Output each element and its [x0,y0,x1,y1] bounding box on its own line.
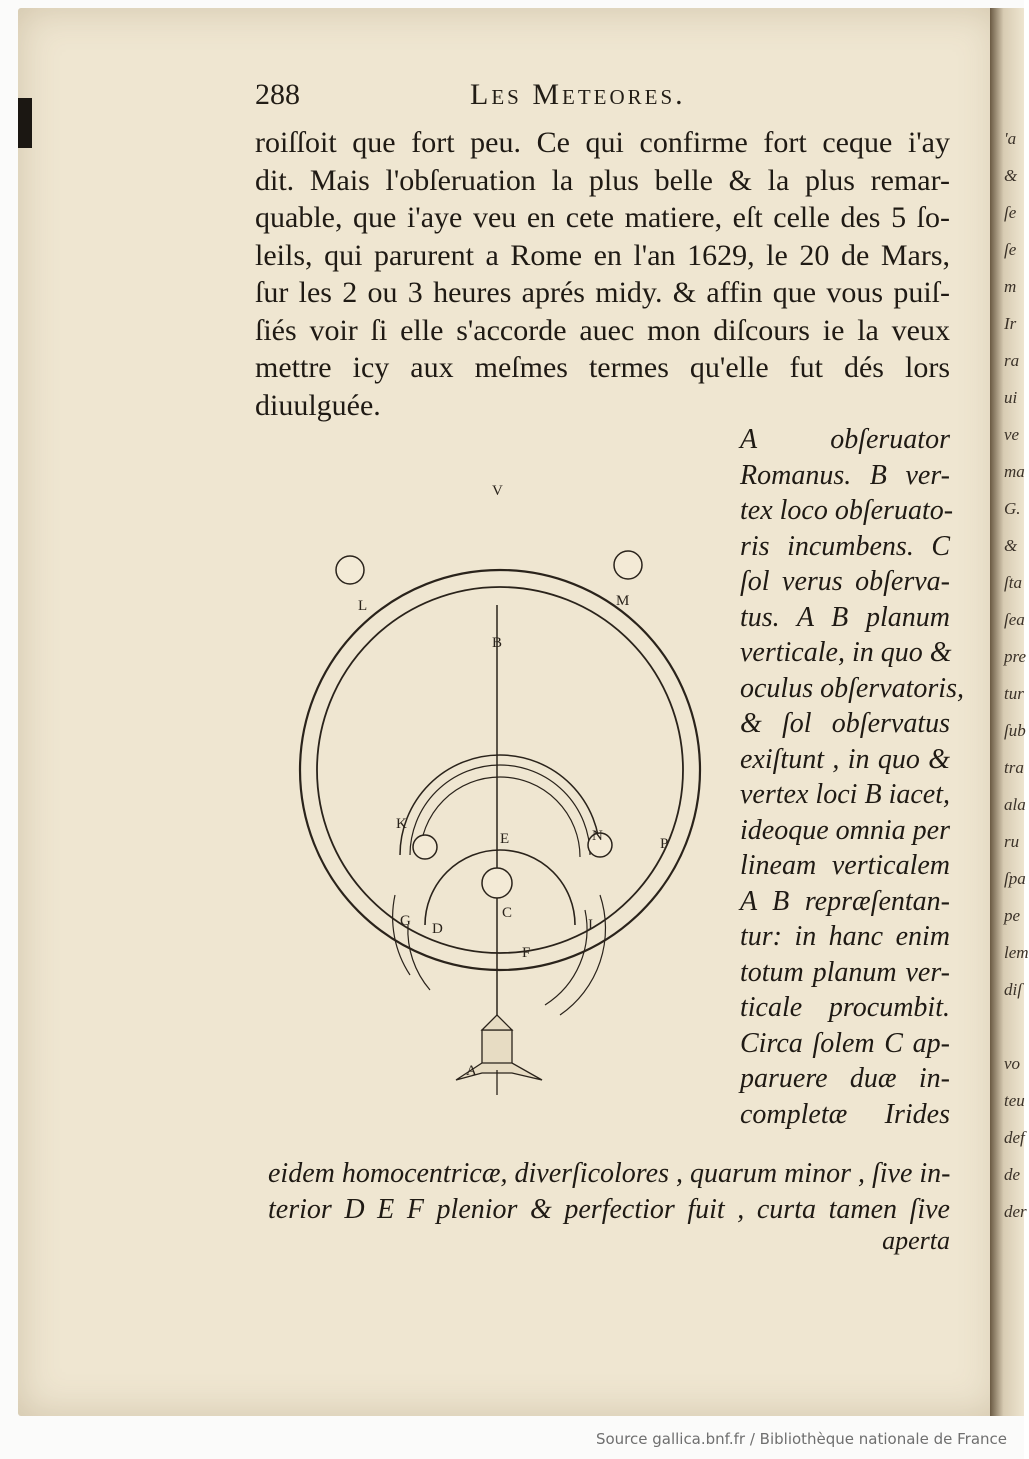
label-l: L [358,598,368,614]
caption-line: Romanus. B ver- [740,459,950,491]
caption-line: ſol verus obſerva- [740,566,950,597]
caption-line: lineam verticalem [740,850,950,881]
gutter-fragment: ſea [1004,610,1025,629]
label-e: E [500,831,510,847]
label-b: B [492,635,503,651]
label-i: I [588,917,593,933]
gutter-fragment: tra [1004,758,1024,777]
gutter-fragment: tur [1004,684,1024,703]
caption-line: tur: in hanc enim [740,921,950,952]
caption-line: terior D E F plenior & perfectior fuit , curta tamen ſive [268,1194,950,1225]
caption-line: ideoque omnia per [740,814,950,846]
gutter-fragment: ru [1004,832,1020,851]
gutter-fragment [1004,1008,1024,1045]
body-line: mettre icy aux meſmes termes qu'elle fut dés lors [255,351,950,384]
halo-right-f [545,910,587,1005]
label-a: A [466,1063,477,1079]
caption-line: A B repræſentan- [740,885,950,917]
label-n: N [592,828,603,844]
gutter-fragment: ui [1004,388,1018,407]
label-c: C [502,905,513,921]
caption-line: oculus obſervatoris, [740,672,964,704]
gutter-fragment: 'a [1004,129,1017,148]
figure-caption-continued [268,1156,950,1228]
caption-line: completæ Irides [740,1098,950,1130]
body-paragraph [255,124,950,424]
body-line: leils, qui parurent a Rome en l'an 1629, le 20 de Mars, [255,238,950,272]
gutter-fragment: Ir [1004,314,1017,333]
body-line: diuulguée. [255,388,381,422]
caption-line: totum planum ver- [740,956,950,988]
caption-line: tex loco obſeruato- [740,495,954,526]
label-d: D [432,921,443,937]
gutter-fragment: ſta [1004,573,1022,592]
observer-figure [456,1015,542,1095]
caption-line: paruere duæ in- [740,1063,950,1094]
halo-diagram-svg [260,455,740,1175]
facing-page-text [1004,120,1029,1230]
gutter-fragment: ve [1004,425,1020,444]
label-m: M [616,593,630,609]
page-edge-mark [18,98,32,148]
caption-line: ticale procumbit. [740,992,950,1023]
gutter-fragment: ra [1004,351,1020,370]
gutter-fragment: m [1004,277,1017,296]
gutter-fragment: de [1004,1165,1021,1184]
gutter-fragment: der [1004,1202,1027,1221]
figure-caption [740,422,964,1132]
running-head [255,78,955,118]
page-number: 288 [255,78,300,111]
gutter-fragment: ſe [1004,203,1017,222]
caption-line: ris incumbens. C [740,530,950,562]
gutter-fragment: G. [1004,499,1021,518]
gutter-fragment: ma [1004,462,1025,481]
label-p: P [660,836,669,852]
outer-ring-outer [300,570,700,970]
caption-line: verticale, in quo & [740,637,952,668]
caption-line: vertex loci B iacet, [740,779,950,810]
body-line: ſiés voir ſi elle s'accorde auec mon diſcours ie la veux [255,313,950,347]
gutter-fragment: ſub [1004,721,1026,740]
gutter-fragment: pe [1004,906,1021,925]
body-line: dit. Mais l'obſeruation la plus belle & la plus remar- [255,163,950,197]
sun-k [413,835,437,859]
gutter-fragment: & [1004,166,1018,185]
caption-line: tus. A B planum [740,601,950,633]
halo-diagram [260,455,740,1175]
sun-l [336,556,364,584]
gutter-fragment: diſ [1004,980,1022,999]
page-title: Les Meteores. [470,78,686,111]
caption-line: A obſeruator [740,424,950,455]
gutter-fragment: ſpa [1004,869,1026,888]
label-k: K [396,816,407,832]
gutter-fragment: & [1004,536,1018,555]
gutter-fragment: teu [1004,1091,1025,1110]
gutter-fragment: ala [1004,795,1026,814]
gutter-fragment: def [1004,1128,1025,1147]
catchword: aperta [882,1226,950,1255]
caption-line: Circa ſolem C ap- [740,1027,950,1059]
caption-line: eidem homocentricæ, diverſicolores , quarum minor , ſive in- [268,1158,951,1189]
gutter-fragment: ſe [1004,240,1017,259]
source-credit: Source gallica.bnf.fr / Bibliothèque nationale de France [595,1430,1007,1448]
gutter-fragment: pre [1004,647,1027,666]
caption-line: & ſol obſervatus [740,708,950,739]
label-g: G [400,913,411,929]
body-line: ſur les 2 ou 3 heures aprés midy. & affin que vous puiſ- [255,276,950,309]
label-f: F [522,945,531,961]
gutter-fragment: lem [1004,943,1029,962]
sun-c [482,868,512,898]
body-line: quable, que i'aye veu en cete matiere, eſt celle des 5 ſo- [255,201,950,234]
sun-m [614,551,642,579]
label-v: V [492,483,503,499]
gutter-fragment: vo [1004,1054,1021,1073]
caption-line: exiſtunt , in quo & [740,743,950,775]
body-line: roiſſoit que fort peu. Ce qui confirme fort ceque i'ay [255,126,950,159]
